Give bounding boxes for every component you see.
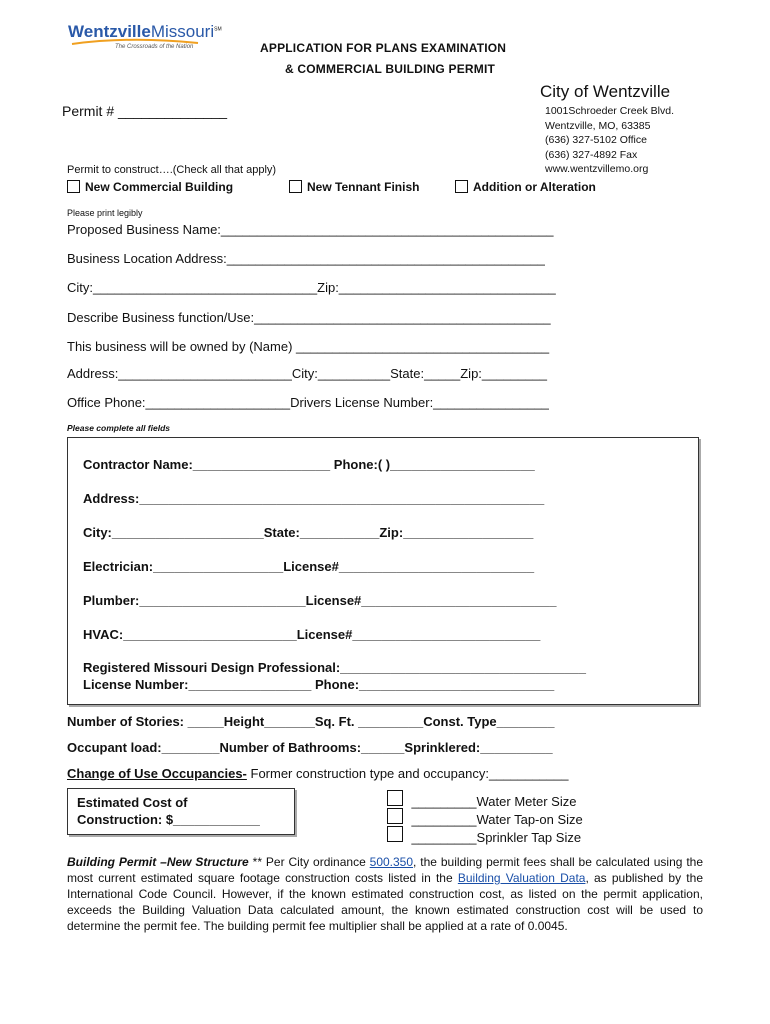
business-function-field[interactable]: Describe Business function/Use:_________________________________________ bbox=[67, 310, 551, 325]
permit-to-construct-label: Permit to construct….(Check all that apply) bbox=[67, 164, 277, 176]
sprinkler-tap-label: _________Sprinkler Tap Size bbox=[411, 830, 582, 845]
office-street: 1001Schroeder Creek Blvd. bbox=[545, 105, 674, 117]
office-address bbox=[545, 104, 674, 177]
permit-para-text2: , the building permit fees shall be calculated using the most current estimated square footage construction costs listed in the bbox=[67, 855, 704, 885]
office-city-name: City of Wentzville bbox=[540, 82, 671, 101]
estimated-cost-field[interactable]: Construction: $____________ bbox=[77, 812, 260, 827]
occupant-row[interactable]: Occupant load:________Number of Bathrooms:______Sprinklered:__________ bbox=[67, 740, 553, 755]
contractor-section bbox=[67, 437, 699, 705]
logo-tagline: The Crossroads of the Nation bbox=[115, 44, 194, 50]
owner-name-field[interactable]: This business will be owned by (Name) ___________________________________ bbox=[67, 339, 550, 354]
permit-para-lead: Building Permit –New Structure bbox=[67, 855, 249, 869]
change-of-use-label: Change of Use Occupancies- bbox=[67, 766, 247, 781]
permit-fee-paragraph bbox=[67, 854, 703, 934]
office-phone: (636) 327-5102 Office bbox=[545, 134, 647, 146]
complete-all-fields-note: Please complete all fields bbox=[67, 423, 170, 433]
permit-para-text3: , as published by the International Code Council. However, if the known estimated construction cost, as listed on the permit application, exceeds the Building Valuation Data calculated amount, the known estimated construction cost will be used to determine the permit fee. The building permit fee multiplier shall be applied at a rate of 0.0045. bbox=[67, 871, 703, 933]
checkbox-sprinkler-tap[interactable] bbox=[387, 826, 403, 842]
change-of-use-row[interactable] bbox=[67, 766, 568, 781]
option-new-commercial-label: New Commercial Building bbox=[85, 180, 234, 194]
checkbox-water-meter[interactable] bbox=[387, 790, 403, 806]
water-tap-label: _________Water Tap-on Size bbox=[411, 812, 583, 827]
contractor-address-field[interactable]: Address:________________________________________________________ bbox=[83, 491, 545, 506]
option-addition[interactable] bbox=[455, 178, 596, 196]
option-tenant-finish-label: New Tennant Finish bbox=[307, 180, 420, 194]
logo-word-wentzville: Wentzville bbox=[68, 22, 151, 41]
electrician-field[interactable]: Electrician:__________________License#___________________________ bbox=[83, 559, 535, 574]
logo-word-missouri: Missouri bbox=[150, 22, 215, 41]
estimated-cost-label: Estimated Cost of bbox=[77, 795, 188, 810]
business-location-field[interactable]: Business Location Address:____________________________________________ bbox=[67, 251, 545, 266]
checkbox-water-tap[interactable] bbox=[387, 808, 403, 824]
stories-row[interactable]: Number of Stories: _____Height_______Sq. Ft. _________Const. Type________ bbox=[67, 714, 555, 729]
permit-number-field[interactable]: Permit # ______________ bbox=[62, 103, 228, 119]
owner-phone-license-field[interactable]: Office Phone:____________________Drivers License Number:________________ bbox=[67, 395, 549, 410]
owner-address-field[interactable]: Address:________________________City:__________State:_____Zip:_________ bbox=[67, 366, 547, 381]
checkbox-new-commercial[interactable] bbox=[67, 180, 80, 193]
print-legibly-note: Please print legibly bbox=[67, 208, 143, 218]
office-website: www.wentzvillemo.org bbox=[545, 163, 649, 175]
option-addition-label: Addition or Alteration bbox=[473, 180, 596, 194]
ordinance-link[interactable]: 500.350 bbox=[369, 855, 414, 869]
business-city-zip-field[interactable]: City:_______________________________Zip:______________________________ bbox=[67, 280, 556, 295]
contractor-city-field[interactable]: City:_____________________State:___________Zip:__________________ bbox=[83, 525, 534, 540]
permit-para-text1: ** Per City ordinance bbox=[248, 855, 370, 869]
form-title-line2: & COMMERCIAL BUILDING PERMIT bbox=[285, 62, 496, 76]
plumber-field[interactable]: Plumber:_______________________License#___________________________ bbox=[83, 593, 557, 608]
building-valuation-data-link[interactable]: Building Valuation Data bbox=[457, 871, 586, 885]
logo-sm-mark: SM bbox=[214, 26, 222, 33]
office-citystate: Wentzville, MO, 63385 bbox=[545, 119, 651, 132]
office-fax: (636) 327-4892 Fax bbox=[545, 148, 638, 161]
estimated-cost-box bbox=[67, 788, 295, 835]
contractor-name-field[interactable]: Contractor Name:___________________ Phone:( )____________________ bbox=[83, 457, 535, 472]
option-new-commercial[interactable] bbox=[67, 178, 233, 196]
hvac-field[interactable]: HVAC:________________________License#__________________________ bbox=[83, 627, 541, 642]
change-of-use-text: Former construction type and occupancy:___________ bbox=[246, 766, 569, 781]
business-name-field[interactable]: Proposed Business Name:______________________________________________ bbox=[67, 222, 554, 237]
option-tenant-finish[interactable] bbox=[289, 178, 419, 196]
checkbox-tenant-finish[interactable] bbox=[289, 180, 302, 193]
water-meter-label: _________Water Meter Size bbox=[411, 794, 577, 809]
sprinkler-tap-row[interactable] bbox=[387, 826, 581, 847]
design-license-field[interactable]: License Number:_________________ Phone:___________________________ bbox=[83, 677, 555, 692]
design-professional-field[interactable]: Registered Missouri Design Professional:__________________________________ bbox=[83, 660, 586, 675]
form-title-line1: APPLICATION FOR PLANS EXAMINATION bbox=[260, 41, 507, 55]
checkbox-addition[interactable] bbox=[455, 180, 468, 193]
